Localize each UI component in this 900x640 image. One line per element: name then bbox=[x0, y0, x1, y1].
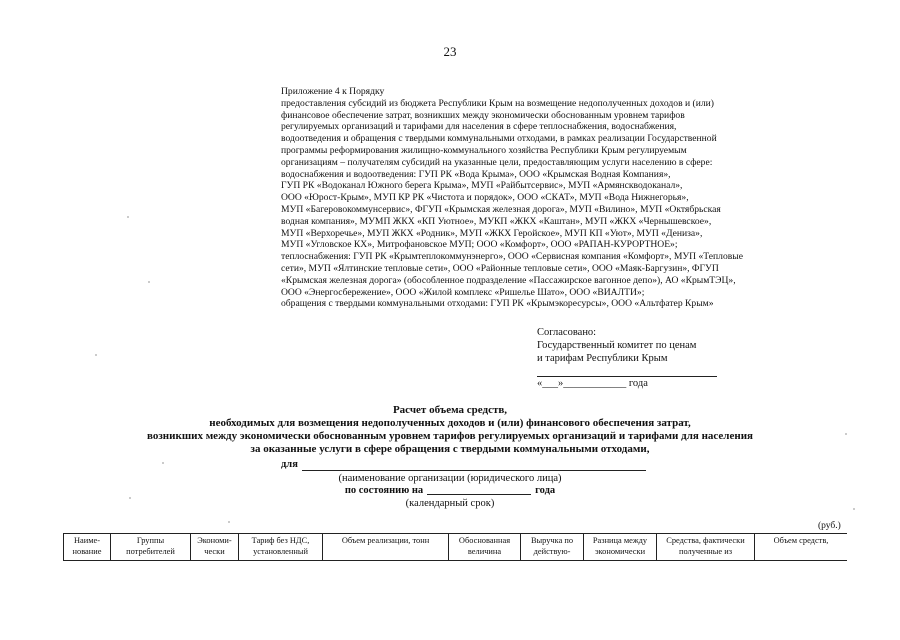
annex-line: МУП «Верхоречье», МУП ЖКХ «Родник», МУП «ЖКХ Геройское», МУП КП «Уют», МУП «Дениза», bbox=[281, 227, 703, 239]
as-of-blank-line bbox=[427, 494, 531, 495]
annex-line: организациям – получателям субсидий на указанные цели, предоставляющим услуги населению в сфере: bbox=[281, 156, 713, 168]
header-text: Разница между bbox=[592, 536, 648, 545]
scan-speck bbox=[845, 433, 847, 435]
header-cell bbox=[657, 534, 755, 561]
approval-line: Государственный комитет по ценам bbox=[537, 339, 697, 351]
annex-line: теплоснабжения: ГУП РК «Крымтеплокоммунэнерго», ООО «Сервисная компания «Комфорт», МУП «Тепловые bbox=[281, 251, 743, 263]
header-cell bbox=[239, 534, 323, 561]
header-text: Наиме- bbox=[73, 536, 101, 545]
title-line: за оказанные услуги в сфере обращения с твердыми коммунальными отходами, bbox=[250, 443, 650, 455]
scan-speck bbox=[148, 281, 150, 283]
approval-line: Согласовано: bbox=[537, 327, 597, 338]
annex-line: регулируемых организаций и тарифами для населения в сфере теплоснабжения, водоснабжения, bbox=[281, 121, 677, 133]
annex-line: обращения с твердыми коммунальными отходами: ГУП РК «Крымэкоресурсы», ООО «Альтфатер Крым» bbox=[281, 298, 714, 310]
header-text: Тариф без НДС, bbox=[251, 536, 310, 545]
header-text: нование bbox=[72, 546, 102, 556]
title-line: возникших между экономически обоснованным уровнем тарифов регулируемых организаций и тарифами для населения bbox=[147, 430, 753, 442]
organization-caption: (наименование организации (юридического лица) bbox=[338, 473, 562, 484]
header-text: чески bbox=[204, 546, 225, 556]
header-text: Средства, фактически bbox=[666, 536, 745, 545]
header-cell bbox=[755, 534, 848, 561]
header-text: Обоснованная bbox=[458, 536, 511, 545]
calculation-table bbox=[63, 533, 847, 561]
header-text: экономически bbox=[594, 546, 646, 556]
scan-speck bbox=[95, 354, 97, 356]
title-line: Расчет объема средств, bbox=[392, 404, 508, 416]
for-label: для bbox=[281, 459, 298, 470]
organization-blank-line bbox=[302, 470, 646, 471]
approval-block bbox=[537, 327, 757, 365]
annex-line: МУП «Багеровокоммунсервис», ФГУП «Крымская железная дорога», МУП «Вилино», МУП «Октябрьская bbox=[281, 203, 721, 215]
page-number: 23 bbox=[443, 44, 457, 59]
as-of-suffix: года bbox=[535, 485, 556, 496]
header-text: Объем реализации, тонн bbox=[341, 536, 430, 545]
annex-header-block bbox=[281, 86, 801, 310]
scan-speck bbox=[127, 216, 129, 218]
header-text: установленный bbox=[253, 546, 308, 556]
term-caption: (календарный срок) bbox=[405, 498, 495, 509]
table-header-row bbox=[64, 534, 848, 561]
approval-date-line: «___»____________ года bbox=[537, 378, 648, 389]
as-of-prefix: по состоянию на bbox=[344, 485, 424, 496]
header-text: полученные из bbox=[678, 546, 733, 556]
scan-speck bbox=[853, 508, 855, 510]
header-text: Выручка по bbox=[530, 536, 574, 545]
annex-line: сети», МУП «Ялтинские тепловые сети», ООО «Районные тепловые сети», ООО «Маяк-Баргузин», ФГУП bbox=[281, 262, 719, 274]
annex-line: «Крымская железная дорога» (обособленное подразделение «Пассажирское вагонное депо»), АО «КрымТЭЦ», bbox=[281, 274, 736, 286]
annex-line: программы реформирования жилищно-коммунального хозяйства Республики Крым регулируемым bbox=[281, 144, 687, 156]
header-cell bbox=[449, 534, 521, 561]
currency-note: (руб.) bbox=[818, 521, 841, 531]
annex-line: ООО «Юрост-Крым», МУП КР РК «Чистота и порядок», ООО «СКАТ», МУП «Вода Нижнегорья», bbox=[281, 192, 689, 204]
header-text: величина bbox=[467, 546, 502, 556]
annex-line: водная компания», МУМП ЖКХ «КП Уютное», МУКП «ЖКХ «Каштан», МУП «ЖКХ «Чернышевское», bbox=[281, 215, 712, 227]
annex-line: ООО «Энергосбережение», ООО «Жилой комплекс «Ришелье Шато», ООО «ВИАЛТИ»; bbox=[281, 286, 645, 298]
annex-line: финансовое обеспечение затрат, возникших между экономически обоснованным уровнем тарифов bbox=[281, 109, 685, 121]
header-cell bbox=[323, 534, 449, 561]
header-cell bbox=[191, 534, 239, 561]
annex-line: водоотведения и обращения с твердыми коммунальными отходами, в рамках реализации Государственной bbox=[281, 133, 717, 145]
scan-speck bbox=[129, 497, 131, 499]
document-title bbox=[90, 404, 810, 456]
title-line: необходимых для возмещения недополученных доходов и (или) финансового обеспечения затрат, bbox=[209, 417, 691, 429]
annex-line: предоставления субсидий из бюджета Республики Крым на возмещение недополученных доходов и (или) bbox=[281, 97, 714, 109]
signature-line bbox=[537, 376, 717, 377]
scan-speck bbox=[162, 462, 164, 464]
annex-line: Приложение 4 к Порядку bbox=[281, 86, 385, 97]
annex-line: водоснабжения и водоотведения: ГУП РК «Вода Крыма», ООО «Крымская Водная Компания», bbox=[281, 168, 671, 180]
header-cell bbox=[584, 534, 657, 561]
header-text: потребителей bbox=[126, 546, 175, 556]
header-cell bbox=[521, 534, 584, 561]
approval-line: и тарифам Республики Крым bbox=[537, 352, 668, 364]
header-text: Экономи- bbox=[197, 536, 232, 545]
header-cell bbox=[111, 534, 191, 561]
header-text: действую- bbox=[533, 546, 571, 556]
header-text: Группы bbox=[136, 536, 165, 545]
annex-line: МУП «Угловское КХ», Митрофановское МУП; ООО «Комфорт», ООО «РАПАН-КУРОРТНОЕ»; bbox=[281, 239, 678, 251]
annex-line: ГУП РК «Водоканал Южного берега Крыма», МУП «Райбытсервис», МУП «Армянскводоканал», bbox=[281, 180, 683, 192]
as-of-row bbox=[0, 485, 900, 496]
header-text: Объем средств, bbox=[773, 536, 829, 545]
calculation-table-wrapper bbox=[63, 533, 847, 640]
scan-speck bbox=[228, 521, 230, 523]
header-cell bbox=[64, 534, 111, 561]
